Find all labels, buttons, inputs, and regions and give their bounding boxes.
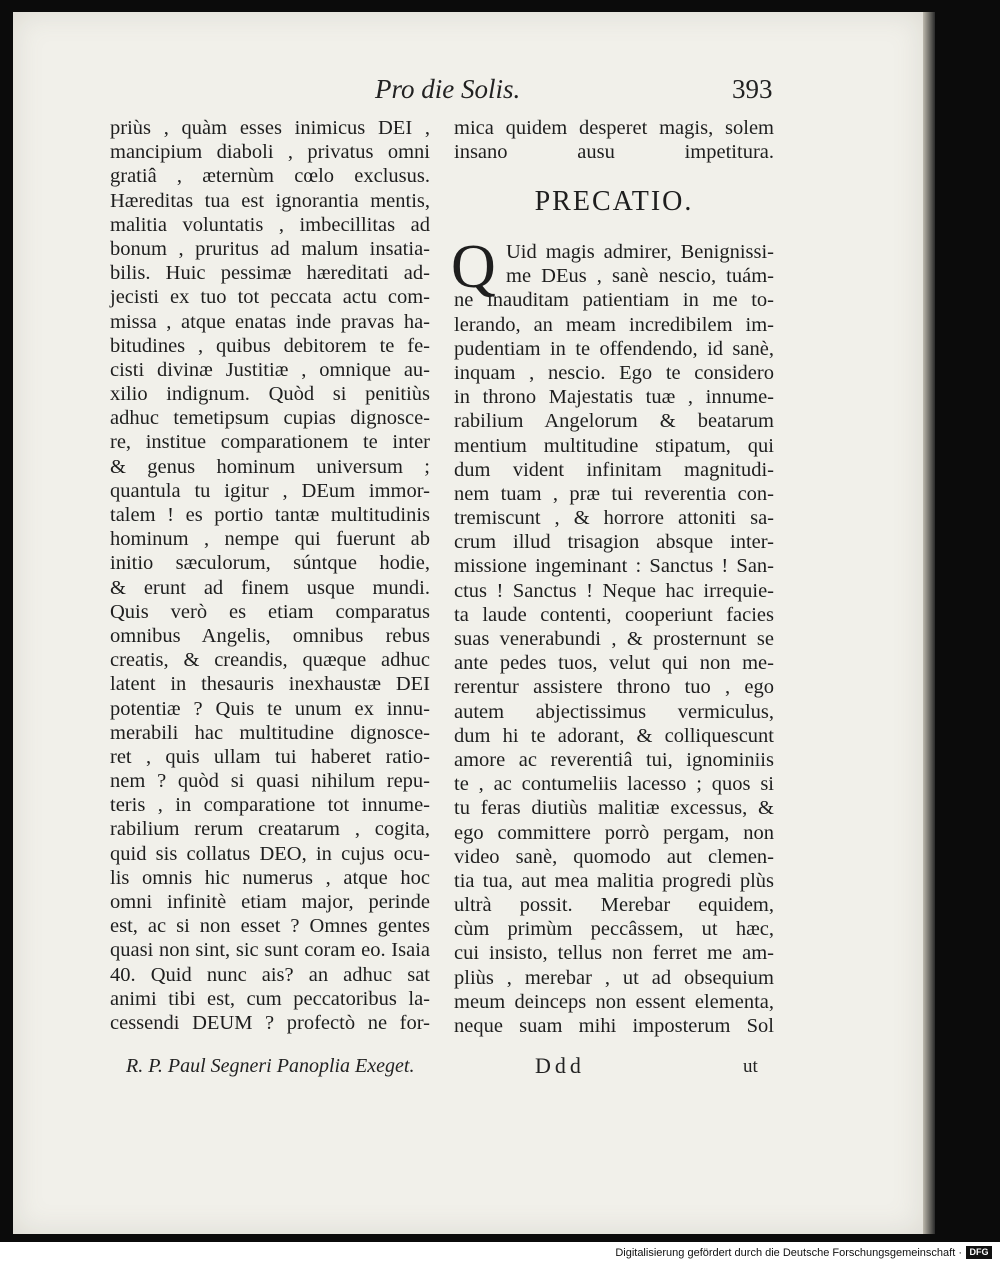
- text-line: cùm primùm peccâssem, ut hæc,: [454, 918, 774, 941]
- text-line: quantula tu igitur , DEum immor-: [110, 479, 430, 502]
- text-line: animi tibi est, cum peccatoribus la-: [110, 987, 430, 1010]
- text-line: hominum , nempe qui fuerunt ab: [110, 528, 430, 551]
- text-line: rabilium Angelorum & beatarum: [454, 410, 774, 433]
- text-line: nem tuam , præ tui reverentia con-: [454, 482, 774, 505]
- text-line: inquam , nescio. Ego te considero: [454, 361, 774, 384]
- text-line: omni infinitè etiam major, perinde: [110, 891, 430, 913]
- text-line: 40. Quid nunc ais? an adhuc sat: [110, 963, 430, 986]
- running-head: Pro die Solis.: [375, 74, 521, 104]
- text-line: in throno Majestatis tuæ , innume-: [454, 386, 774, 409]
- text-line: tia tua, aut mea malitia progredi plùs: [454, 869, 774, 892]
- text-line: ante pedes tuos, velut qui non me-: [454, 652, 774, 675]
- text-line: nem ? quòd si quasi nihilum repu-: [110, 770, 430, 793]
- text-line: cessendi DEUM ? profectò ne for-: [110, 1011, 430, 1034]
- text-line: me DEus , sanè nescio, tuám-: [506, 265, 774, 288]
- section-heading: PRECATIO.: [534, 186, 694, 217]
- signature-mark: Ddd: [535, 1053, 585, 1078]
- text-line: gratiâ , æternùm cœlo exclusus.: [110, 165, 430, 188]
- text-line: talem ! es portio tantæ multitudinis: [110, 504, 430, 526]
- text-line: dum vident infinitam magnitudi-: [454, 458, 774, 481]
- text-line: missa , atque enatas inde pravas ha-: [110, 310, 430, 333]
- text-line: mancipium diaboli , privatus omni: [110, 141, 430, 164]
- text-line: Hæreditas tua est ignorantia mentis,: [110, 189, 430, 212]
- text-line: re, institue comparationem te inter: [110, 431, 430, 454]
- catchword: ut: [743, 1056, 758, 1077]
- text-line: suas venerabundi , & prosternunt se: [454, 628, 774, 650]
- text-line: teris , in comparatione tot innume-: [110, 794, 430, 817]
- text-line: ctus ! Sanctus ! Neque hac irrequie-: [454, 579, 774, 602]
- text-line: latent in thesauris inexhaustæ DEI: [110, 673, 430, 696]
- text-line: mentium multitudine stipatum, qui: [454, 434, 774, 457]
- text-line: meum deinceps non essent elementa,: [454, 990, 774, 1013]
- text-line: missione ingeminant : Sanctus ! San-: [454, 555, 774, 578]
- text-line: potentiæ ? Quis te unum ex innu-: [110, 697, 430, 720]
- text-line: quid sis collatus DEO, in cujus ocu-: [110, 842, 430, 865]
- text-line: bilis. Huic pessimæ hæreditati ad-: [110, 262, 430, 285]
- drop-cap: Q: [451, 233, 496, 301]
- text-line: Quis verò es etiam comparatus: [110, 600, 430, 623]
- text-line: autem abjectissimus vermiculus,: [454, 700, 774, 723]
- text-line: cisti divinæ Justitiæ , omnique au-: [110, 358, 430, 381]
- left-column: [110, 116, 430, 1035]
- text-line: bitudines , quibus debitorem te fe-: [110, 334, 430, 357]
- text-line: omnibus Angelis, omnibus rebus: [110, 624, 430, 647]
- text-line: & genus hominum universum ;: [110, 455, 430, 478]
- right-column-body: [454, 240, 774, 1038]
- text-line: pliùs , merebar , ut ad obsequium: [454, 966, 774, 989]
- text-line: est, ac si non esset ? Omnes gentes: [110, 915, 430, 938]
- text-line: Uid magis admirer, Benignissi-: [506, 241, 774, 263]
- text-line: priùs , quàm esses inimicus DEI ,: [110, 117, 430, 139]
- text-line: creatis, & creandis, quæque adhuc: [110, 649, 430, 672]
- right-column-top: [454, 116, 774, 164]
- footnote: R. P. Paul Segneri Panoplia Exeget.: [126, 1055, 415, 1077]
- text-line: quasi non sint, sic sunt coram eo. Isaia: [110, 939, 430, 962]
- text-line: ta laude contenti, cooperiunt facies: [454, 603, 774, 626]
- text-line: bonum , pruritus ad malum insatia-: [110, 237, 430, 260]
- text-line: ultrà possit. Merebar equidem,: [454, 894, 774, 917]
- text-line: ret , quis ullam tui haberet ratio-: [110, 745, 430, 768]
- text-line: lis omnis hic numerus , atque hoc: [110, 866, 430, 889]
- digitization-credit: Digitalisierung gefördert durch die Deutsche Forschungsgemeinschaft ·: [615, 1247, 962, 1259]
- text-line: adhuc temetipsum cupias dignosce-: [110, 407, 430, 430]
- text-line: video sanè, quomodo aut clemen-: [454, 845, 774, 868]
- text-line: malitia voluntatis , imbecillitas ad: [110, 213, 430, 236]
- text-line: initio sæculorum, súntque hodie,: [110, 552, 430, 575]
- text-line: neque suam mihi imposterum Sol: [454, 1015, 774, 1037]
- text-line: pudentiam in te offendendo, id sanè,: [454, 337, 774, 360]
- text-line: crum illud trisagion absque inter-: [454, 531, 774, 554]
- text-line: tu feras diutiùs malitiæ excessus, &: [454, 797, 774, 820]
- text-line: rabilium rerum creatarum , cogita,: [110, 818, 430, 841]
- dfg-logo: DFG: [966, 1246, 992, 1259]
- text-line: merabili hac multitudine dignosce-: [110, 721, 430, 744]
- text-line: & erunt ad finem usque mundi.: [110, 576, 430, 599]
- page-number: 393: [732, 74, 773, 104]
- text-line: cui insisto, tellus non ferret me am-: [454, 942, 774, 965]
- text-line: ne inauditam patientiam in me to-: [454, 289, 774, 312]
- text-line: jecisti ex tuo tot peccata actu com-: [110, 286, 430, 309]
- text-line: te , ac contumeliis lacesso ; quos si: [454, 773, 774, 796]
- text-line: lerando, an meam incredibilem im-: [454, 313, 774, 336]
- text-line: mica quidem desperet magis, solem: [454, 117, 774, 139]
- text-line: tremiscunt , & horrore attoniti sa-: [454, 507, 774, 530]
- text-line: dum hi te adorant, & colliquescunt: [454, 724, 774, 747]
- text-line: ego committere porrò pergam, non: [454, 821, 774, 844]
- text-line: xilio indignum. Quòd si penitiùs: [110, 383, 430, 406]
- text-line: amore ac reverentiâ tui, ignominiis: [454, 748, 774, 771]
- page-edge: [923, 12, 935, 1234]
- text-line: insano ausu impetitura.: [454, 141, 774, 164]
- text-line: rerentur assistere throno tuo , ego: [454, 676, 774, 699]
